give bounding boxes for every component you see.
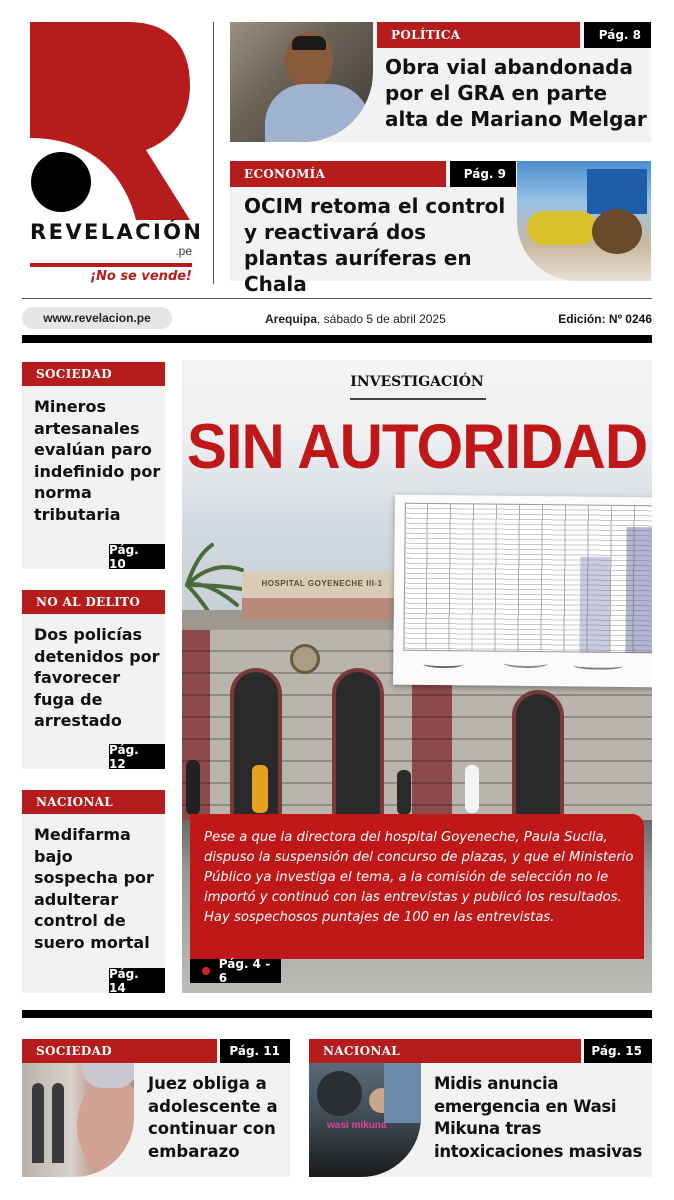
pedestrian — [186, 760, 200, 815]
section-label: ECONOMÍA — [230, 161, 446, 187]
page-badge: Pág. 9 — [450, 161, 516, 187]
r-logo-icon — [28, 20, 196, 220]
page-badge: Pág. 10 — [109, 544, 165, 569]
pregnancy-court-photo — [22, 1063, 134, 1177]
wasi-mikuna-logo: wasi mikuna — [327, 1120, 387, 1131]
dateline-date: , sábado 5 de abril 2025 — [317, 312, 446, 326]
brand-slogan: ¡No se vende! — [90, 269, 192, 284]
man-portrait-photo — [230, 22, 373, 142]
story-kicker: INVESTIGACIÓN — [350, 374, 484, 390]
section-label: NACIONAL — [309, 1039, 581, 1063]
pages-label: Pág. 4 - 6 — [218, 957, 271, 985]
story-headline: OCIM retoma el control y reactivará dos plantas auríferas en Chala — [244, 194, 506, 296]
logo-divider — [30, 263, 192, 267]
story-headline: Juez obliga a adolescente a continuar con embarazo — [148, 1074, 278, 1161]
mining-plant-photo — [517, 161, 651, 281]
brand-domain: .pe — [175, 244, 192, 258]
section-label: NACIONAL — [22, 790, 165, 814]
header-bar — [22, 335, 652, 343]
story-headline: Mineros artesanales evalúan paro indefinido por norma tributaria — [34, 397, 161, 524]
brand-logo[interactable] — [28, 20, 204, 290]
brand-name: REVELACIÓN — [30, 220, 204, 244]
pedestrian — [397, 770, 411, 815]
website-pill[interactable]: www.revelacion.pe — [22, 307, 172, 329]
bottom-story-sociedad[interactable] — [22, 1039, 290, 1177]
bullet-dot-icon — [202, 967, 210, 975]
story-headline: Midis anuncia emergencia en Wasi Mikuna tras intoxicaciones masivas — [434, 1074, 643, 1161]
top-rule — [22, 298, 652, 299]
main-story[interactable] — [182, 360, 652, 993]
section-label: NO AL DELITO — [22, 590, 165, 614]
story-summary: Pese a que la directora del hospital Goyeneche, Paula Suclla, dispuso la suspensión del concurso de plazas, y que el Ministerio Público ya investiga el tema, a la comisión de selección no le importó y continuó con las entrevistas y publicó los resultados. Hay sospechosos puntajes de 100 en las entrevistas. — [204, 830, 634, 925]
top-story-economia[interactable] — [230, 161, 651, 296]
footer-bar — [22, 1010, 652, 1018]
page-badge: Pág. 11 — [220, 1039, 290, 1063]
page-badge: Pág. 12 — [109, 744, 165, 769]
dateline-city: Arequipa — [265, 312, 318, 326]
sidebar-story-nacional[interactable] — [22, 790, 165, 993]
pedestrian — [252, 765, 268, 813]
story-headline: Medifarma bajo sospecha por adulterar control de suero mortal — [34, 825, 154, 952]
hospital-sign-text: HOSPITAL GOYENECHE III-1 — [261, 579, 383, 588]
results-document-photo — [393, 495, 652, 688]
section-label: SOCIEDAD — [22, 1039, 217, 1063]
top-story-politica[interactable] — [230, 22, 651, 142]
page-badge: Pág. 14 — [109, 968, 165, 993]
main-headline: SIN AUTORIDAD — [186, 411, 648, 482]
story-headline: Obra vial abandonada por el GRA en parte alta de Mariano Melgar — [385, 55, 647, 131]
sidebar-story-sociedad[interactable] — [22, 362, 165, 569]
vertical-divider — [213, 22, 214, 284]
page-badge: Pág. 15 — [584, 1039, 652, 1063]
pages-badge — [190, 959, 281, 983]
story-headline: Dos policías detenidos por favorecer fuga de arrestado — [34, 625, 160, 730]
hospital-sign — [242, 572, 402, 620]
section-label: POLÍTICA — [377, 22, 580, 48]
kicker-underline — [350, 398, 486, 400]
edition-number: Edición: Nº 0246 — [558, 312, 652, 326]
bottom-story-nacional[interactable] — [309, 1039, 652, 1177]
sidebar-story-no-al-delito[interactable] — [22, 590, 165, 769]
section-label: SOCIEDAD — [22, 362, 165, 386]
pedestrian — [465, 765, 479, 813]
dateline-text — [265, 312, 446, 326]
page-badge: Pág. 8 — [584, 22, 651, 48]
